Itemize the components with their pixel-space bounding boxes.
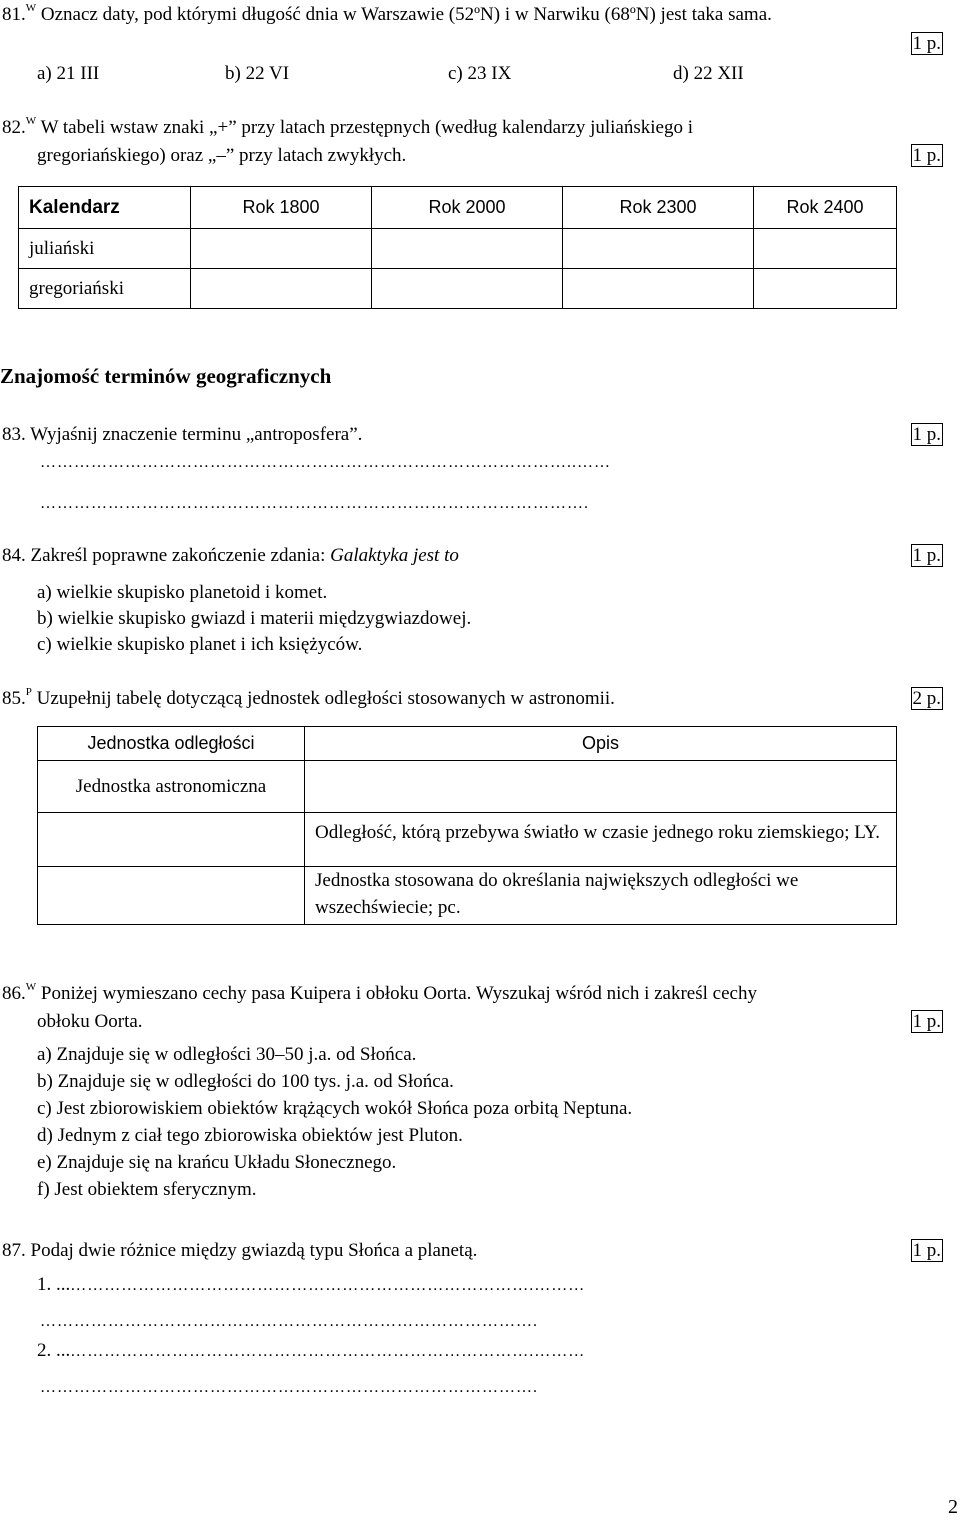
table-row-pc — [38, 867, 897, 925]
header-calendar: Kalendarz — [19, 187, 191, 229]
q83-stem: 83. Wyjaśnij znaczenie terminu „antroposfera”. — [2, 424, 363, 445]
q87-answer-2-line-2[interactable]: ……………………………………………………………………………. — [40, 1379, 538, 1396]
header-year-2300: Rok 2300 — [563, 187, 754, 229]
q84-option-a[interactable]: a) wielkie skupisko planetoid i komet. — [37, 582, 328, 603]
q87-answer-1-label: 1. ... — [37, 1274, 71, 1295]
q86-option-a[interactable]: a) Znajduje się w odległości 30–50 j.a. od Słońca. — [37, 1044, 417, 1065]
page-number: 2 — [948, 1496, 958, 1518]
q82-stem-line2: gregoriańskiego) oraz „–” przy latach zwykłych. — [37, 145, 407, 166]
q86-option-d[interactable]: d) Jednym z ciał tego zbiorowiska obiektów jest Pluton. — [37, 1125, 463, 1146]
unit-astronomical: Jednostka astronomiczna — [38, 761, 305, 813]
q81-level-marker: W — [25, 2, 37, 14]
q87-answer-1-line-2[interactable]: ……………………………………………………………………………. — [40, 1313, 538, 1330]
header-year-2400: Rok 2400 — [754, 187, 897, 229]
q87-answer-2[interactable] — [37, 1341, 585, 1360]
q86-option-e[interactable]: e) Znajduje się na krańcu Układu Słonecznego. — [37, 1152, 397, 1173]
header-description: Opis — [305, 727, 897, 761]
description-ly: Odległość, którą przebywa światło w czasie jednego roku ziemskiego; LY. — [305, 813, 897, 867]
q86-text: Poniżej wymieszano cechy pasa Kuipera i obłoku Oorta. Wyszukaj wśród nich i zakreśl cechy — [40, 983, 757, 1004]
q87-stem: 87. Podaj dwie różnice między gwiazdą typu Słońca a planetą. — [2, 1240, 478, 1261]
q84-option-c[interactable]: c) wielkie skupisko planet i ich księżyców. — [37, 634, 363, 655]
row-label-julian: juliański — [19, 229, 191, 269]
q86-number: 86. — [2, 983, 26, 1004]
q85-stem — [2, 686, 615, 709]
leap-year-table — [18, 186, 897, 309]
q84-sentence: Galaktyka jest to — [330, 545, 459, 566]
description-au-empty[interactable] — [305, 761, 897, 813]
q84-points: 1 p. — [912, 545, 941, 566]
leap-year-table-header — [19, 187, 897, 229]
q86-level-marker: W — [25, 981, 37, 993]
q86-option-c[interactable]: c) Jest zbiorowiskiem obiektów krążących wokół Słońca poza orbitą Neptuna. — [37, 1098, 633, 1119]
q87-answer-2-dots: ……………………………………………………………………….……… — [70, 1343, 586, 1360]
q82-text: W tabeli wstaw znaki „+” przy latach przestępnych (według kalendarzy juliańskiego i — [40, 117, 693, 138]
q83-answer-line-2[interactable]: ……………………………………………………………………………………. — [40, 495, 589, 512]
table-row-julian — [19, 229, 897, 269]
q81-text: Oznacz daty, pod którymi długość dnia w Warszawie (52ºN) i w Narwiku (68ºN) jest taka sama. — [40, 4, 772, 25]
q86-option-f[interactable]: f) Jest obiektem sferycznym. — [37, 1179, 257, 1200]
q85-number: 85. — [2, 688, 26, 709]
header-year-1800: Rok 1800 — [191, 187, 372, 229]
q81-option-d[interactable]: d) 22 XII — [673, 63, 744, 84]
header-unit: Jednostka odległości — [38, 727, 305, 761]
q81-points: 1 p. — [912, 33, 941, 54]
table-row-gregorian — [19, 269, 897, 309]
q86-points: 1 p. — [912, 1011, 941, 1032]
q81-option-c[interactable]: c) 23 IX — [448, 63, 512, 84]
cell-julian-2400[interactable] — [754, 229, 897, 269]
row-label-gregorian: gregoriański — [19, 269, 191, 309]
q85-text: Uzupełnij tabelę dotyczącą jednostek odległości stosowanych w astronomii. — [36, 688, 615, 709]
cell-gregorian-1800[interactable] — [191, 269, 372, 309]
cell-julian-1800[interactable] — [191, 229, 372, 269]
q82-level-marker: W — [25, 115, 37, 127]
q85-level-marker: P — [25, 686, 32, 698]
q82-number: 82. — [2, 117, 26, 138]
q87-answer-1-dots: ……………………………………………………………………….……… — [70, 1277, 586, 1294]
q87-answer-2-label: 2. ... — [37, 1340, 71, 1361]
q82-points: 1 p. — [912, 145, 941, 166]
q84-text: 84. Zakreśl poprawne zakończenie zdania: — [2, 545, 331, 566]
table-row-ly — [38, 813, 897, 867]
q86-option-b[interactable]: b) Znajduje się w odległości do 100 tys. j.a. od Słońca. — [37, 1071, 454, 1092]
cell-gregorian-2300[interactable] — [563, 269, 754, 309]
q84-option-b[interactable]: b) wielkie skupisko gwiazd i materii międzygwiazdowej. — [37, 608, 472, 629]
q83-answer-line-1[interactable]: …………………………………………………………………………………..…… — [40, 454, 611, 471]
section-title: Znajomość terminów geograficznych — [0, 364, 332, 388]
q85-points: 2 p. — [912, 688, 941, 709]
distance-table-header — [38, 727, 897, 761]
distance-units-table — [37, 726, 897, 925]
unit-pc-empty[interactable] — [38, 867, 305, 925]
q81-option-a[interactable]: a) 21 III — [37, 63, 100, 84]
q84-stem — [2, 546, 459, 565]
description-pc: Jednostka stosowana do określania największych odległości we wszechświecie; pc. — [305, 867, 897, 925]
q81-stem — [2, 2, 772, 25]
cell-gregorian-2400[interactable] — [754, 269, 897, 309]
q87-answer-1[interactable] — [37, 1275, 585, 1294]
q86-stem-line1 — [2, 981, 757, 1004]
q81-number: 81. — [2, 4, 26, 25]
table-row-au — [38, 761, 897, 813]
cell-julian-2000[interactable] — [372, 229, 563, 269]
q83-points: 1 p. — [912, 424, 941, 445]
unit-ly-empty[interactable] — [38, 813, 305, 867]
q81-option-b[interactable]: b) 22 VI — [225, 63, 290, 84]
header-year-2000: Rok 2000 — [372, 187, 563, 229]
q86-stem-line2: obłoku Oorta. — [37, 1011, 143, 1032]
cell-julian-2300[interactable] — [563, 229, 754, 269]
q87-points: 1 p. — [912, 1240, 941, 1261]
q82-stem-line1 — [2, 115, 693, 138]
cell-gregorian-2000[interactable] — [372, 269, 563, 309]
